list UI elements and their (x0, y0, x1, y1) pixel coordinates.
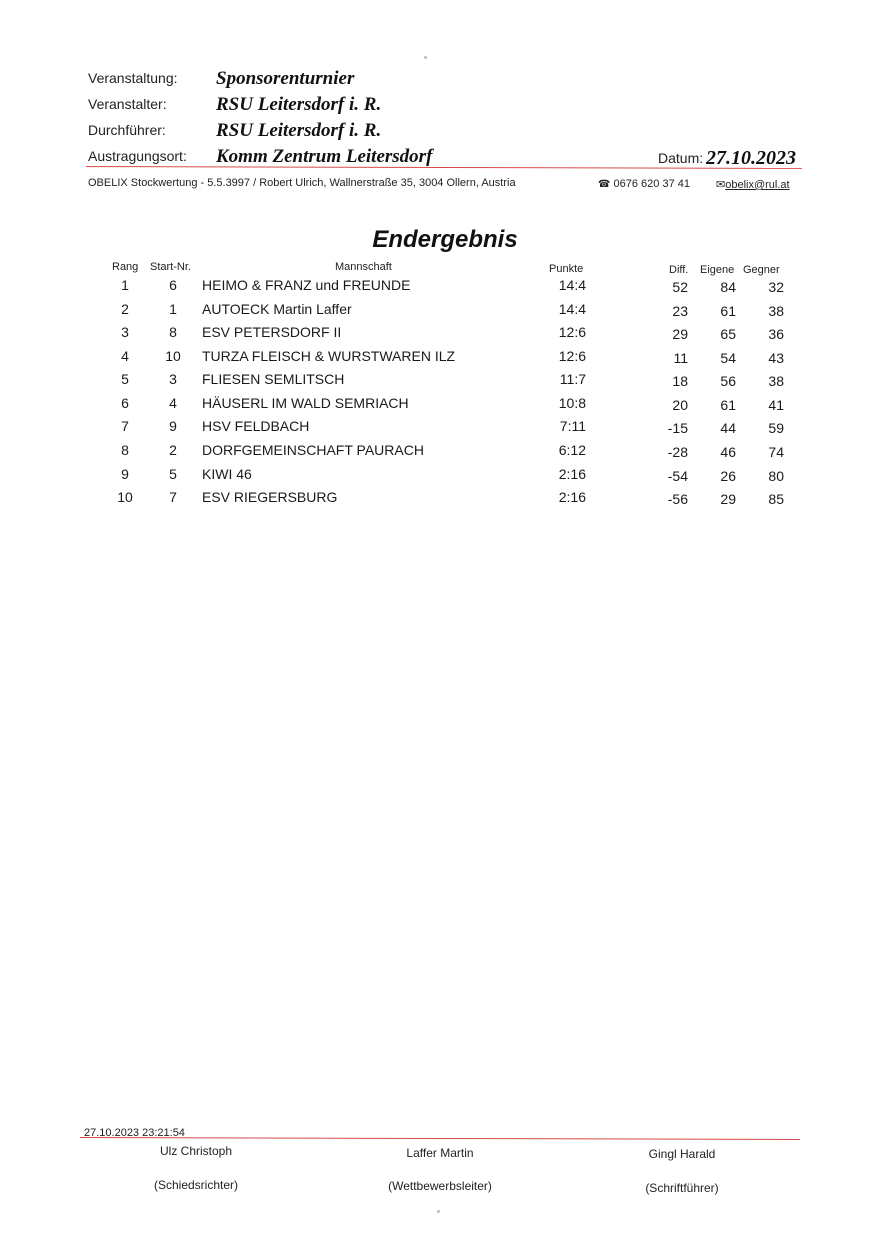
header-divider (86, 166, 802, 169)
cell-rang: 8 (121, 442, 129, 459)
cell-punkte: 6:12 (558, 442, 586, 459)
cell-punkte: 2:16 (558, 489, 586, 506)
cell-rang: 4 (121, 347, 129, 364)
signature-name-referee: Ulz Christoph (159, 1144, 233, 1158)
cell-start-nr: 10 (165, 347, 181, 364)
cell-rang: 10 (117, 489, 133, 506)
header-rang: Rang (112, 261, 139, 273)
cell-gegner: 38 (768, 373, 784, 390)
organizer-label: Veranstalter: (88, 96, 167, 112)
cell-team: HSV FELDBACH (202, 418, 310, 435)
cell-team: ESV RIEGERSBURG (202, 489, 338, 506)
cell-start-nr: 4 (169, 394, 177, 411)
cell-rang: 7 (121, 418, 129, 435)
cell-start-nr: 3 (169, 371, 177, 388)
cell-eigene: 44 (720, 420, 736, 437)
software-info: OBELIX Stockwertung - 5.5.3997 / Robert Ulrich, Wallnerstraße 35, 3004 Ollern, Austria (88, 177, 516, 189)
cell-eigene: 84 (720, 279, 736, 295)
signature-role-competition-lead: (Wettbewerbsleiter) (388, 1179, 492, 1193)
cell-start-nr: 6 (169, 277, 177, 293)
cell-eigene: 54 (720, 349, 736, 366)
cell-gegner: 85 (768, 491, 784, 508)
cell-gegner: 74 (768, 444, 784, 461)
print-timestamp: 27.10.2023 23:21:54 (84, 1127, 185, 1139)
venue-label: Austragungsort: (88, 148, 187, 164)
cell-diff: -15 (667, 420, 688, 437)
cell-rang: 5 (121, 371, 129, 388)
cell-team: TURZA FLEISCH & WURSTWAREN ILZ (202, 347, 456, 364)
cell-eigene: 61 (720, 302, 736, 319)
phone-number: 0676 620 37 41 (613, 178, 690, 190)
cell-rang: 3 (121, 324, 129, 341)
cell-diff: 23 (672, 302, 688, 319)
cell-punkte: 14:4 (558, 277, 586, 293)
cell-diff: 11 (673, 349, 688, 366)
date-label: Datum: (658, 150, 704, 166)
executor-value: RSU Leitersdorf i. R. (216, 120, 382, 141)
cell-gegner: 41 (768, 396, 784, 413)
cell-eigene: 46 (720, 444, 736, 461)
cell-eigene: 65 (720, 326, 736, 343)
cell-diff: 20 (672, 396, 688, 413)
email-link[interactable]: obelix@rul.at (725, 179, 790, 191)
venue-value: Komm Zentrum Leitersdorf (216, 146, 433, 167)
cell-punkte: 11:7 (559, 371, 586, 388)
header-diff: Diff. (669, 264, 689, 276)
cell-rang: 9 (121, 465, 129, 482)
cell-diff: 29 (672, 326, 688, 343)
phone-icon: ☎ (598, 179, 611, 190)
cell-team: HEIMO & FRANZ und FREUNDE (202, 277, 411, 293)
phone-info (598, 178, 690, 190)
cell-start-nr: 9 (169, 418, 177, 435)
mail-info (716, 178, 790, 191)
cell-diff: -28 (667, 444, 688, 461)
cell-gegner: 43 (768, 349, 784, 366)
footer-divider (80, 1137, 800, 1140)
cell-team: ESV PETERSDORF II (202, 324, 342, 341)
cell-gegner: 36 (768, 326, 784, 343)
event-value: Sponsorenturnier (216, 68, 355, 89)
event-label: Veranstaltung: (88, 70, 178, 86)
executor-label: Durchführer: (88, 122, 166, 138)
mail-icon: ✉ (716, 179, 726, 191)
cell-gegner: 80 (768, 467, 784, 484)
header-punkte: Punkte (549, 263, 584, 275)
cell-eigene: 26 (720, 467, 736, 484)
cell-punkte: 2:16 (558, 465, 586, 482)
cell-start-nr: 8 (169, 324, 177, 341)
cell-team: AUTOECK Martin Laffer (202, 300, 352, 317)
cell-rang: 2 (121, 300, 129, 317)
cell-punkte: 7:11 (559, 418, 586, 435)
cell-diff: 18 (672, 373, 688, 390)
signature-role-secretary: (Schriftführer) (645, 1181, 719, 1195)
header-mannschaft: Mannschaft (335, 261, 392, 273)
cell-eigene: 29 (720, 491, 736, 508)
cell-team: FLIESEN SEMLITSCH (202, 371, 345, 388)
cell-start-nr: 2 (169, 442, 177, 459)
scan-speck (437, 1210, 440, 1213)
header-eigene: Eigene (700, 264, 735, 276)
cell-diff: -56 (667, 491, 688, 508)
cell-team: HÄUSERL IM WALD SEMRIACH (202, 394, 409, 411)
cell-start-nr: 1 (169, 300, 177, 317)
signature-name-secretary: Gingl Harald (648, 1147, 716, 1161)
cell-eigene: 61 (720, 396, 736, 413)
cell-gegner: 38 (768, 302, 784, 319)
cell-punkte: 14:4 (558, 300, 586, 317)
scan-speck (424, 56, 427, 59)
cell-diff: 52 (672, 279, 688, 295)
header-start-nr: Start-Nr. (150, 261, 191, 273)
header-gegner: Gegner (743, 264, 780, 276)
cell-punkte: 12:6 (558, 324, 586, 341)
cell-rang: 6 (121, 394, 129, 411)
cell-rang: 1 (121, 277, 129, 293)
cell-punkte: 10:8 (558, 394, 586, 411)
cell-punkte: 12:6 (558, 347, 586, 364)
cell-team: KIWI 46 (202, 465, 252, 482)
date-value: 27.10.2023 (706, 147, 796, 169)
signature-role-referee: (Schiedsrichter) (153, 1178, 239, 1192)
signature-name-competition-lead: Laffer Martin (406, 1146, 474, 1160)
cell-gegner: 32 (768, 279, 784, 295)
organizer-value: RSU Leitersdorf i. R. (216, 94, 382, 115)
cell-gegner: 59 (768, 420, 784, 437)
page-title: Endergebnis (372, 226, 518, 253)
cell-diff: -54 (667, 467, 688, 484)
cell-team: DORFGEMEINSCHAFT PAURACH (202, 442, 424, 459)
cell-start-nr: 7 (169, 489, 177, 506)
cell-start-nr: 5 (169, 465, 177, 482)
cell-eigene: 56 (720, 373, 736, 390)
